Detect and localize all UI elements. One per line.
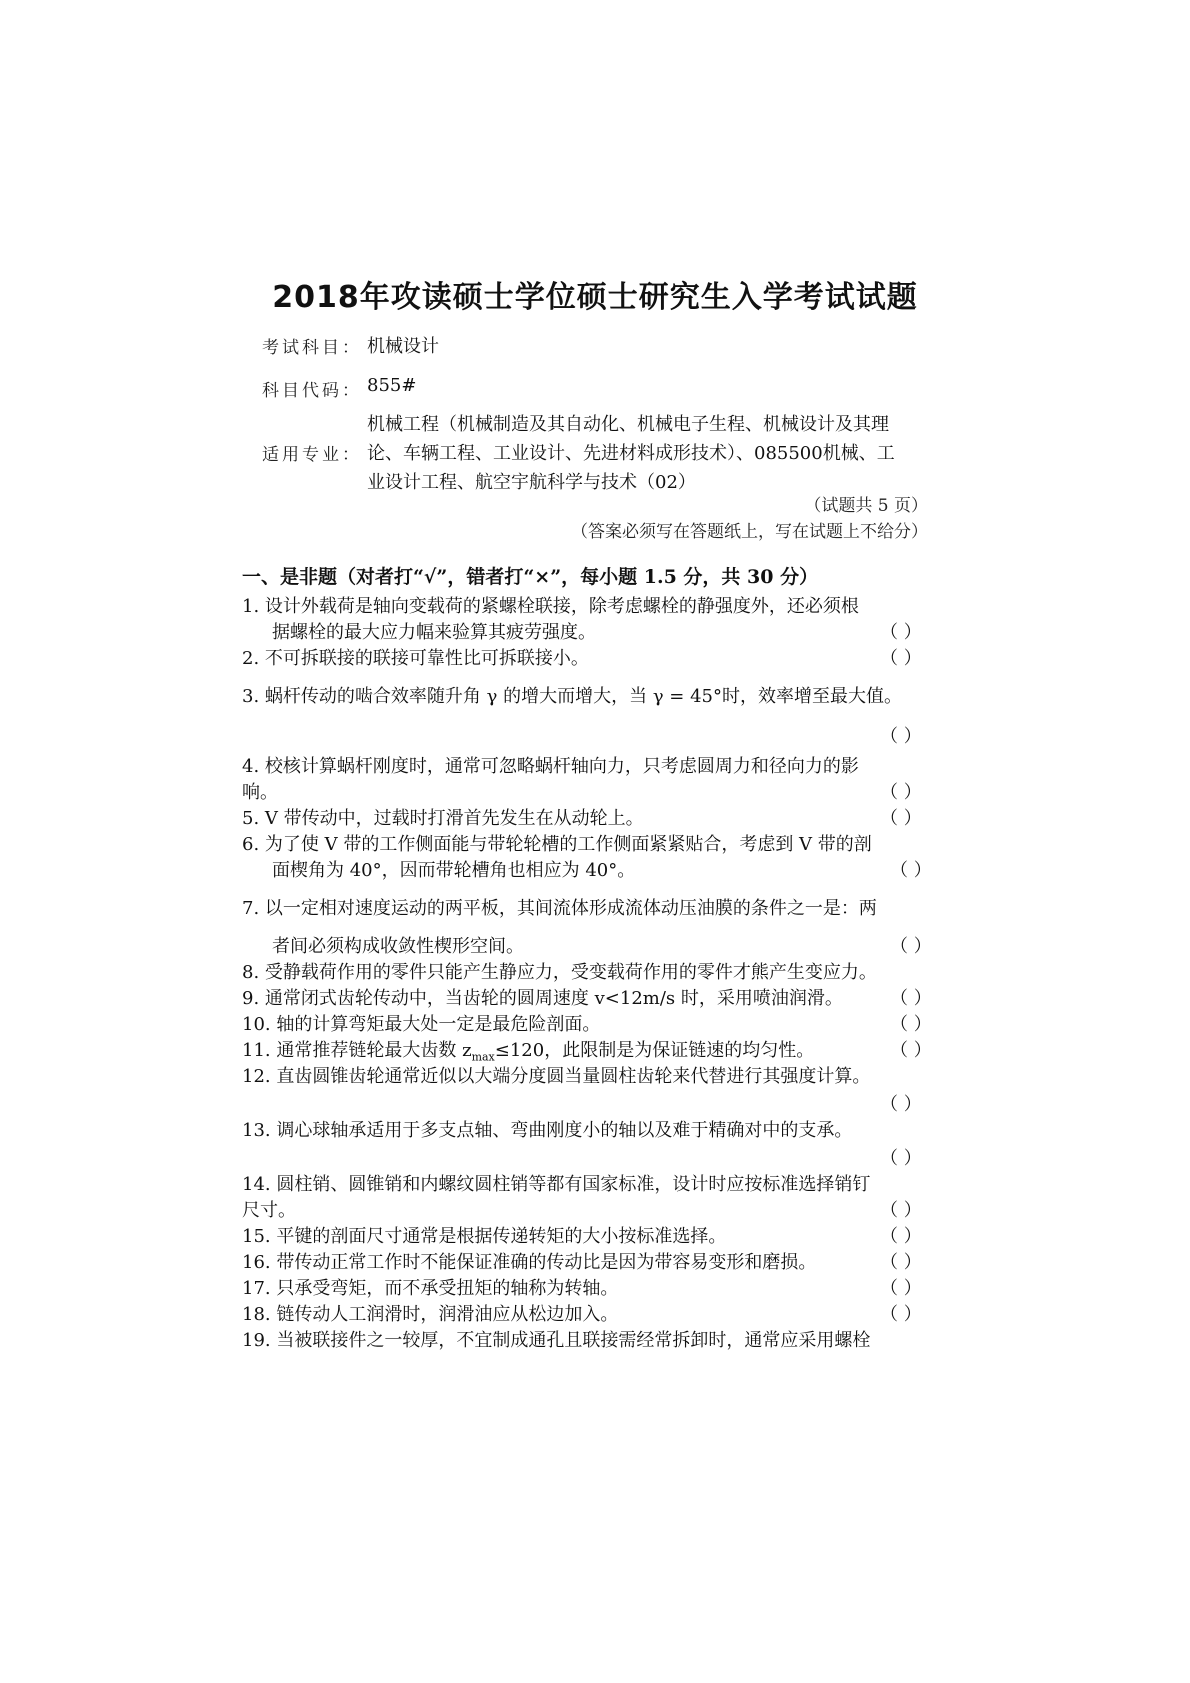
answer-bracket-14: （ ）	[880, 1200, 922, 1221]
answer-bracket-3: （ ）	[880, 726, 922, 747]
exam-title: 2018年攻读硕士学位硕士研究生入学考试试题	[272, 280, 918, 315]
question-19: 19. 当被联接件之一较厚，不宜制成通孔且联接需经常拆卸时，通常应采用螺栓	[242, 1330, 871, 1351]
answer-bracket-6: （ ）	[890, 860, 932, 881]
code-label: 科目代码：	[262, 381, 362, 401]
question-6-line-1: 6. 为了使 V 带的工作侧面能与带轮轮槽的工作侧面紧紧贴合，考虑到 V 带的剖	[242, 834, 872, 855]
question-18: 18. 链传动人工润滑时，润滑油应从松边加入。	[242, 1304, 619, 1325]
answer-bracket-12: （ ）	[880, 1094, 922, 1115]
major-line-3: 业设计工程、航空宇航科学与技术（02）	[367, 472, 696, 493]
question-2: 2. 不可拆联接的联接可靠性比可拆联接小。	[242, 648, 589, 669]
question-1-line-1: 1. 设计外载荷是轴向变载荷的紧螺栓联接，除考虑螺栓的静强度外，还必须根	[242, 596, 859, 617]
question-3: 3. 蜗杆传动的啮合效率随升角 γ 的增大而增大，当 γ = 45°时，效率增至最大值。	[242, 686, 903, 707]
answer-note: （答案必须写在答题纸上，写在试题上不给分）	[571, 522, 928, 542]
question-16: 16. 带传动正常工作时不能保证准确的传动比是因为带容易变形和磨损。	[242, 1252, 817, 1273]
question-4-line-1: 4. 校核计算蜗杆刚度时，通常可忽略蜗杆轴向力，只考虑圆周力和径向力的影	[242, 756, 859, 777]
subject-value: 机械设计	[367, 336, 439, 357]
zmax-subscript: max	[471, 1050, 495, 1064]
major-line-1: 机械工程（机械制造及其自动化、机械电子生程、机械设计及其理	[367, 414, 889, 435]
question-7-line-1: 7. 以一定相对速度运动的两平板，其间流体形成流体动压油膜的条件之一是：两	[242, 898, 877, 919]
answer-bracket-11: （ ）	[890, 1040, 932, 1061]
major-line-2: 论、车辆工程、工业设计、先进材料成形技术）、085500机械、工	[367, 443, 895, 464]
question-6-line-2: 面楔角为 40°，因而带轮槽角也相应为 40°。	[272, 860, 636, 881]
code-value: 855#	[367, 375, 417, 396]
answer-bracket-10: （ ）	[890, 1014, 932, 1035]
question-11	[242, 1036, 814, 1064]
question-10: 10. 轴的计算弯矩最大处一定是最危险剖面。	[242, 1014, 601, 1035]
answer-bracket-4: （ ）	[880, 782, 922, 803]
question-1-line-2: 据螺栓的最大应力幅来验算其疲劳强度。	[272, 622, 596, 643]
answer-bracket-2: （ ）	[880, 648, 922, 669]
answer-bracket-15: （ ）	[880, 1226, 922, 1247]
question-8: 8. 受静载荷作用的零件只能产生静应力，受变载荷作用的零件才熊产生变应力。	[242, 962, 877, 983]
answer-bracket-16: （ ）	[880, 1252, 922, 1273]
question-13: 13. 调心球轴承适用于多支点轴、弯曲刚度小的轴以及难于精确对中的支承。	[242, 1120, 853, 1141]
subject-label: 考试科目：	[262, 338, 362, 358]
answer-bracket-7: （ ）	[890, 936, 932, 957]
question-11-part-1: 11. 通常推荐链轮最大齿数 z	[242, 1040, 472, 1061]
question-17: 17. 只承受弯矩，而不承受扭矩的轴称为转轴。	[242, 1278, 619, 1299]
answer-bracket-5: （ ）	[880, 808, 922, 829]
answer-bracket-13: （ ）	[880, 1148, 922, 1169]
question-9: 9. 通常闭式齿轮传动中，当齿轮的圆周速度 v<12m/s 时，采用喷油润滑。	[242, 988, 843, 1009]
question-11-part-2: ≤120，此限制是为保证链速的均匀性。	[494, 1040, 815, 1061]
question-15: 15. 平键的剖面尺寸通常是根据传递转矩的大小按标准选择。	[242, 1226, 727, 1247]
question-14-line-2: 尺寸。	[242, 1200, 296, 1221]
answer-bracket-1: （ ）	[880, 622, 922, 643]
section-title-true-false: 一、是非题（对者打“√”，错者打“×”，每小题 1.5 分，共 30 分）	[242, 566, 819, 588]
answer-bracket-9: （ ）	[890, 988, 932, 1009]
question-12: 12. 直齿圆锥齿轮通常近似以大端分度圆当量圆柱齿轮来代替进行其强度计算。	[242, 1066, 871, 1087]
major-label: 适用专业：	[262, 445, 362, 465]
answer-bracket-18: （ ）	[880, 1304, 922, 1325]
question-5: 5. V 带传动中，过载时打滑首先发生在从动轮上。	[242, 808, 644, 829]
question-7-line-2: 者间必须构成收敛性楔形空间。	[272, 936, 524, 957]
page-count-note: （试题共 5 页）	[804, 496, 928, 516]
question-14-line-1: 14. 圆柱销、圆锥销和内螺纹圆柱销等都有国家标准，设计时应按标准选择销钉	[242, 1174, 871, 1195]
answer-bracket-17: （ ）	[880, 1278, 922, 1299]
question-4-line-2: 响。	[242, 782, 278, 803]
